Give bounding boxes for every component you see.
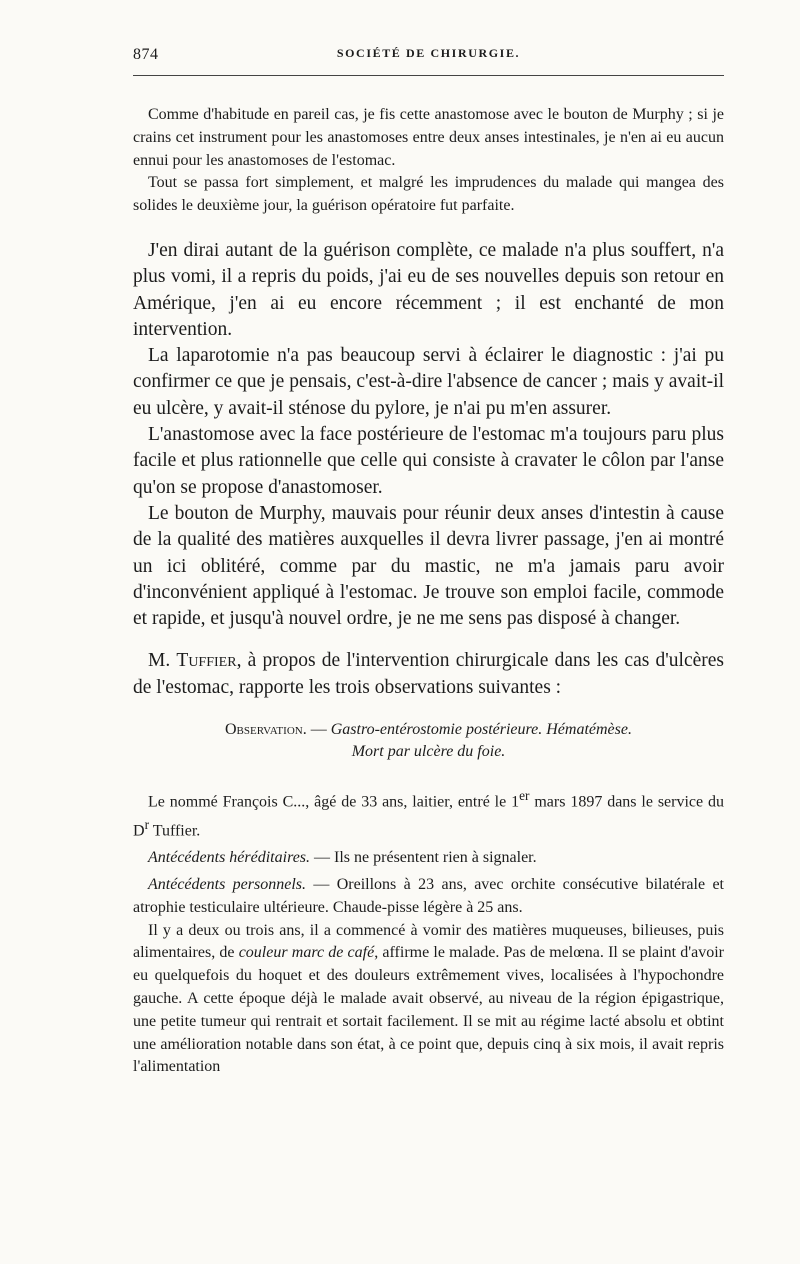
running-title: SOCIÉTÉ DE CHIRURGIE. bbox=[336, 46, 521, 60]
case-intro: Le nommé François C..., âgé de 33 ans, laitier, entré le 1er mars 1897 dans le service du $D^r$ Tuffier. bbox=[133, 788, 725, 840]
observation-title-line2: Mort par ulcère du foie. bbox=[351, 743, 506, 761]
paragraph: L'anastomose avec la face postérieure de l'estomac m'a toujours paru plus facile et plus rationnelle que celle qui consiste à cravater le côlon par l'anse qu'on se propose d'anastomoser. bbox=[133, 424, 724, 498]
observation-label: Observation. bbox=[225, 721, 307, 739]
observation-heading: Observation. — Gastro-entérostomie postérieure. Hématémèse. Mort par ulcère du foie. bbox=[133, 719, 724, 763]
paragraph: Tout se passa fort simplement, et malgré les imprudences du malade qui mangea des solides le deuxième jour, la guérison opératoire fut parfaite. bbox=[133, 174, 724, 215]
antecedents-personnels: Antécédents personnels. — Oreillons à 23 ans, avec orchite consécutive bilatérale et atrophie testiculaire ultérieure. Chaude-pisse légère à 25 ans. bbox=[133, 876, 724, 916]
paragraph: J'en dirai autant de la guérison complète, ce malade n'a plus souffert, n'a plus vomi, il a repris du poids, j'ai eu de ses nouvelles depuis son retour en Amérique, j'en ai eu encore récemment ; il est enchanté de mon intervention. bbox=[133, 239, 724, 340]
antecedents-hereditaires: Antécédents héréditaires. — Ils ne présentent rien à signaler. bbox=[148, 849, 537, 867]
tuffier-paragraph: M. Tuffier, à propos de l'intervention chirurgicale dans les cas d'ulcères de l'estomac, rapporte les trois observations suivantes : bbox=[133, 650, 724, 698]
section-large bbox=[133, 238, 724, 701]
page-number: 874 bbox=[133, 46, 159, 63]
paragraph: La laparotomie n'a pas beaucoup servi à éclairer le diagnostic : j'ai pu confirmer ce que je pensais, c'est-à-dire l'absence de cancer ; mais y avait-il eu ulcère, y avait-il sténose du pylore, je n'ai pu m'en assurer. bbox=[133, 345, 724, 419]
paragraph: Comme d'habitude en pareil cas, je fis cette anastomose avec le bouton de Murphy ; si je crains cet instrument pour les anastomoses entre deux anses intestinales, je n'en ai eu aucun ennui pour les anastomoses de l'estomac. bbox=[133, 106, 724, 169]
paragraph: Le bouton de Murphy, mauvais pour réunir deux anses d'intestin à cause de la qualité des matières auxquelles il devra livrer passage, j'en ai montré un ici oblitéré, comme par du mastic, ne m'a jamais paru avoir d'inconvénient appliqué à l'estomac. Je trouve son emploi facile, commode et rapide, et jusqu'à nouvel ordre, je ne me sens pas disposé à changer. bbox=[133, 502, 724, 630]
header-rule bbox=[133, 75, 724, 76]
history-paragraph: Il y a deux ou trois ans, il a commencé à vomir des matières muqueuses, bilieuses, puis alimentaires, de couleur marc de café, affirme le malade. Pas de melœna. Il se plaint d'avoir eu quelquefois du hoquet et des douleurs extrêmement vives, localisées à l'hypochondre gauche. A cette époque déjà le malade avait observé, au niveau de la région épigastrique, une petite tumeur qui rentrait et sortait facilement. Il se mit au régime lacté absolu et obtint une amélioration notable dans son état, à ce point que, depuis cinq à six mois, il avait repris l'alimentation bbox=[133, 921, 724, 1076]
section-small-2 bbox=[133, 785, 724, 1079]
page-header bbox=[133, 0, 724, 82]
section-small-1 bbox=[133, 104, 724, 218]
observation-title-line1: Gastro-entérostomie postérieure. Hématémèse. bbox=[330, 721, 632, 739]
author-name: Tuffier bbox=[176, 650, 237, 672]
